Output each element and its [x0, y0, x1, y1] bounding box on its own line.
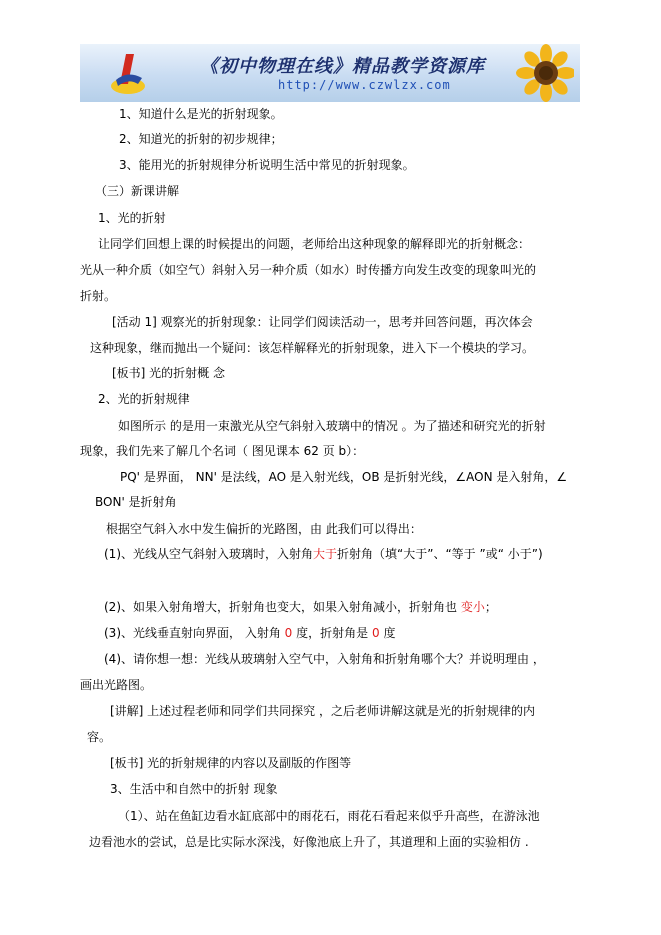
header-banner [80, 44, 580, 102]
board-note: [板书] 光的折射规律的内容以及副版的作图等 [110, 756, 352, 770]
paragraph-line: 光从一种介质（如空气）斜射入另一种介质（如水）时传播方向发生改变的现象叫光的 [80, 263, 537, 277]
rule-2-text: (2)、如果入射角增大，折射角也变大，如果入射角减小，折射角也 [104, 600, 458, 614]
banner-url[interactable]: http://www.czwlzx.com [278, 78, 451, 92]
paragraph-line: 折射。 [80, 289, 117, 303]
rule-3-middle: 度，折射角是 [296, 626, 369, 640]
rule-4-continued: 画出光路图。 [80, 678, 153, 692]
conclusion-intro: 根据空气斜入水中发生偏折的光路图，由 此我们可以得出： [106, 522, 422, 536]
rule-1-prefix: (1)、光线从空气斜射入玻璃时，入射角 [104, 547, 313, 561]
rule-3-answer-1: 0 [284, 626, 293, 640]
paragraph-line: 让同学们回想上课的时候提出的问题，老师给出这种现象的解释即光的折射概念： [98, 237, 531, 251]
rule-3-prefix: (3)、光线垂直射向界面， 入射角 [104, 626, 281, 640]
terms-line: BON' 是折射角 [95, 495, 177, 509]
rule-2-end: ； [484, 600, 497, 614]
section-heading-new-lesson: （三）新课讲解 [95, 184, 180, 198]
rule-4: (4)、请你想一想：光线从玻璃射入空气中，入射角和折射角哪个大？并说明理由 ， [104, 652, 545, 666]
example-line: 边看池水的尝试，总是比实际水深浅，好像池底上升了，其道理和上面的实验相仿 . [89, 835, 529, 849]
activity-line: 这种现象，继而抛出一个疑问：该怎样解释光的折射现象，进入下一个模块的学习。 [90, 341, 535, 355]
paragraph-line: 如图所示 的是用一束激光从空气斜射入玻璃中的情况 。为了描述和研究光的折射 [118, 419, 546, 433]
rule-1 [104, 546, 660, 562]
rule-3 [104, 625, 395, 641]
lecture-line: [讲解] 上述过程老师和同学们共同探究 ，之后老师讲解这就是光的折射规律的内 [110, 704, 535, 718]
rule-2-answer: 变小 [460, 600, 485, 614]
rule-3-suffix: 度 [383, 626, 396, 640]
subheading-everyday-refraction: 3、生活中和自然中的折射 现象 [110, 782, 278, 796]
sunflower-icon [512, 44, 574, 102]
banner-title: 《初中物理在线》精品教学资源库 [200, 56, 485, 77]
board-note: [板书] 光的折射概 念 [112, 366, 225, 380]
paragraph-line: 现象，我们先来了解几个名词（ 图见课本 62 页 b）： [80, 444, 365, 458]
site-logo-icon [108, 50, 148, 96]
objective-1: 1、知道什么是光的折射现象。 [119, 107, 283, 121]
lecture-line: 容。 [87, 730, 112, 744]
activity-line: [活动 1] 观察光的折射现象：让同学们阅读活动一，思考并回答问题，再次体会 [112, 315, 533, 329]
terms-line: PQ' 是界面， NN' 是法线，AO 是入射光线，OB 是折射光线，∠AON 是入射角，∠ [120, 470, 568, 484]
rule-3-answer-2: 0 [371, 626, 380, 640]
objective-3: 3、能用光的折射规律分析说明生活中常见的折射现象。 [119, 158, 415, 172]
objective-2: 2、知道光的折射的初步规律； [119, 132, 283, 146]
rule-2 [104, 599, 497, 615]
subheading-refraction-law: 2、光的折射规律 [98, 392, 190, 406]
subheading-refraction: 1、光的折射 [98, 211, 166, 225]
example-line: （1）、站在鱼缸边看水缸底部中的雨花石，雨花石看起来似乎升高些，在游泳池 [118, 809, 540, 823]
rule-1-suffix: 折射角（填“大于”、“等于 ”或“ 小于”) [337, 547, 543, 561]
rule-1-answer: 大于 [313, 547, 338, 561]
